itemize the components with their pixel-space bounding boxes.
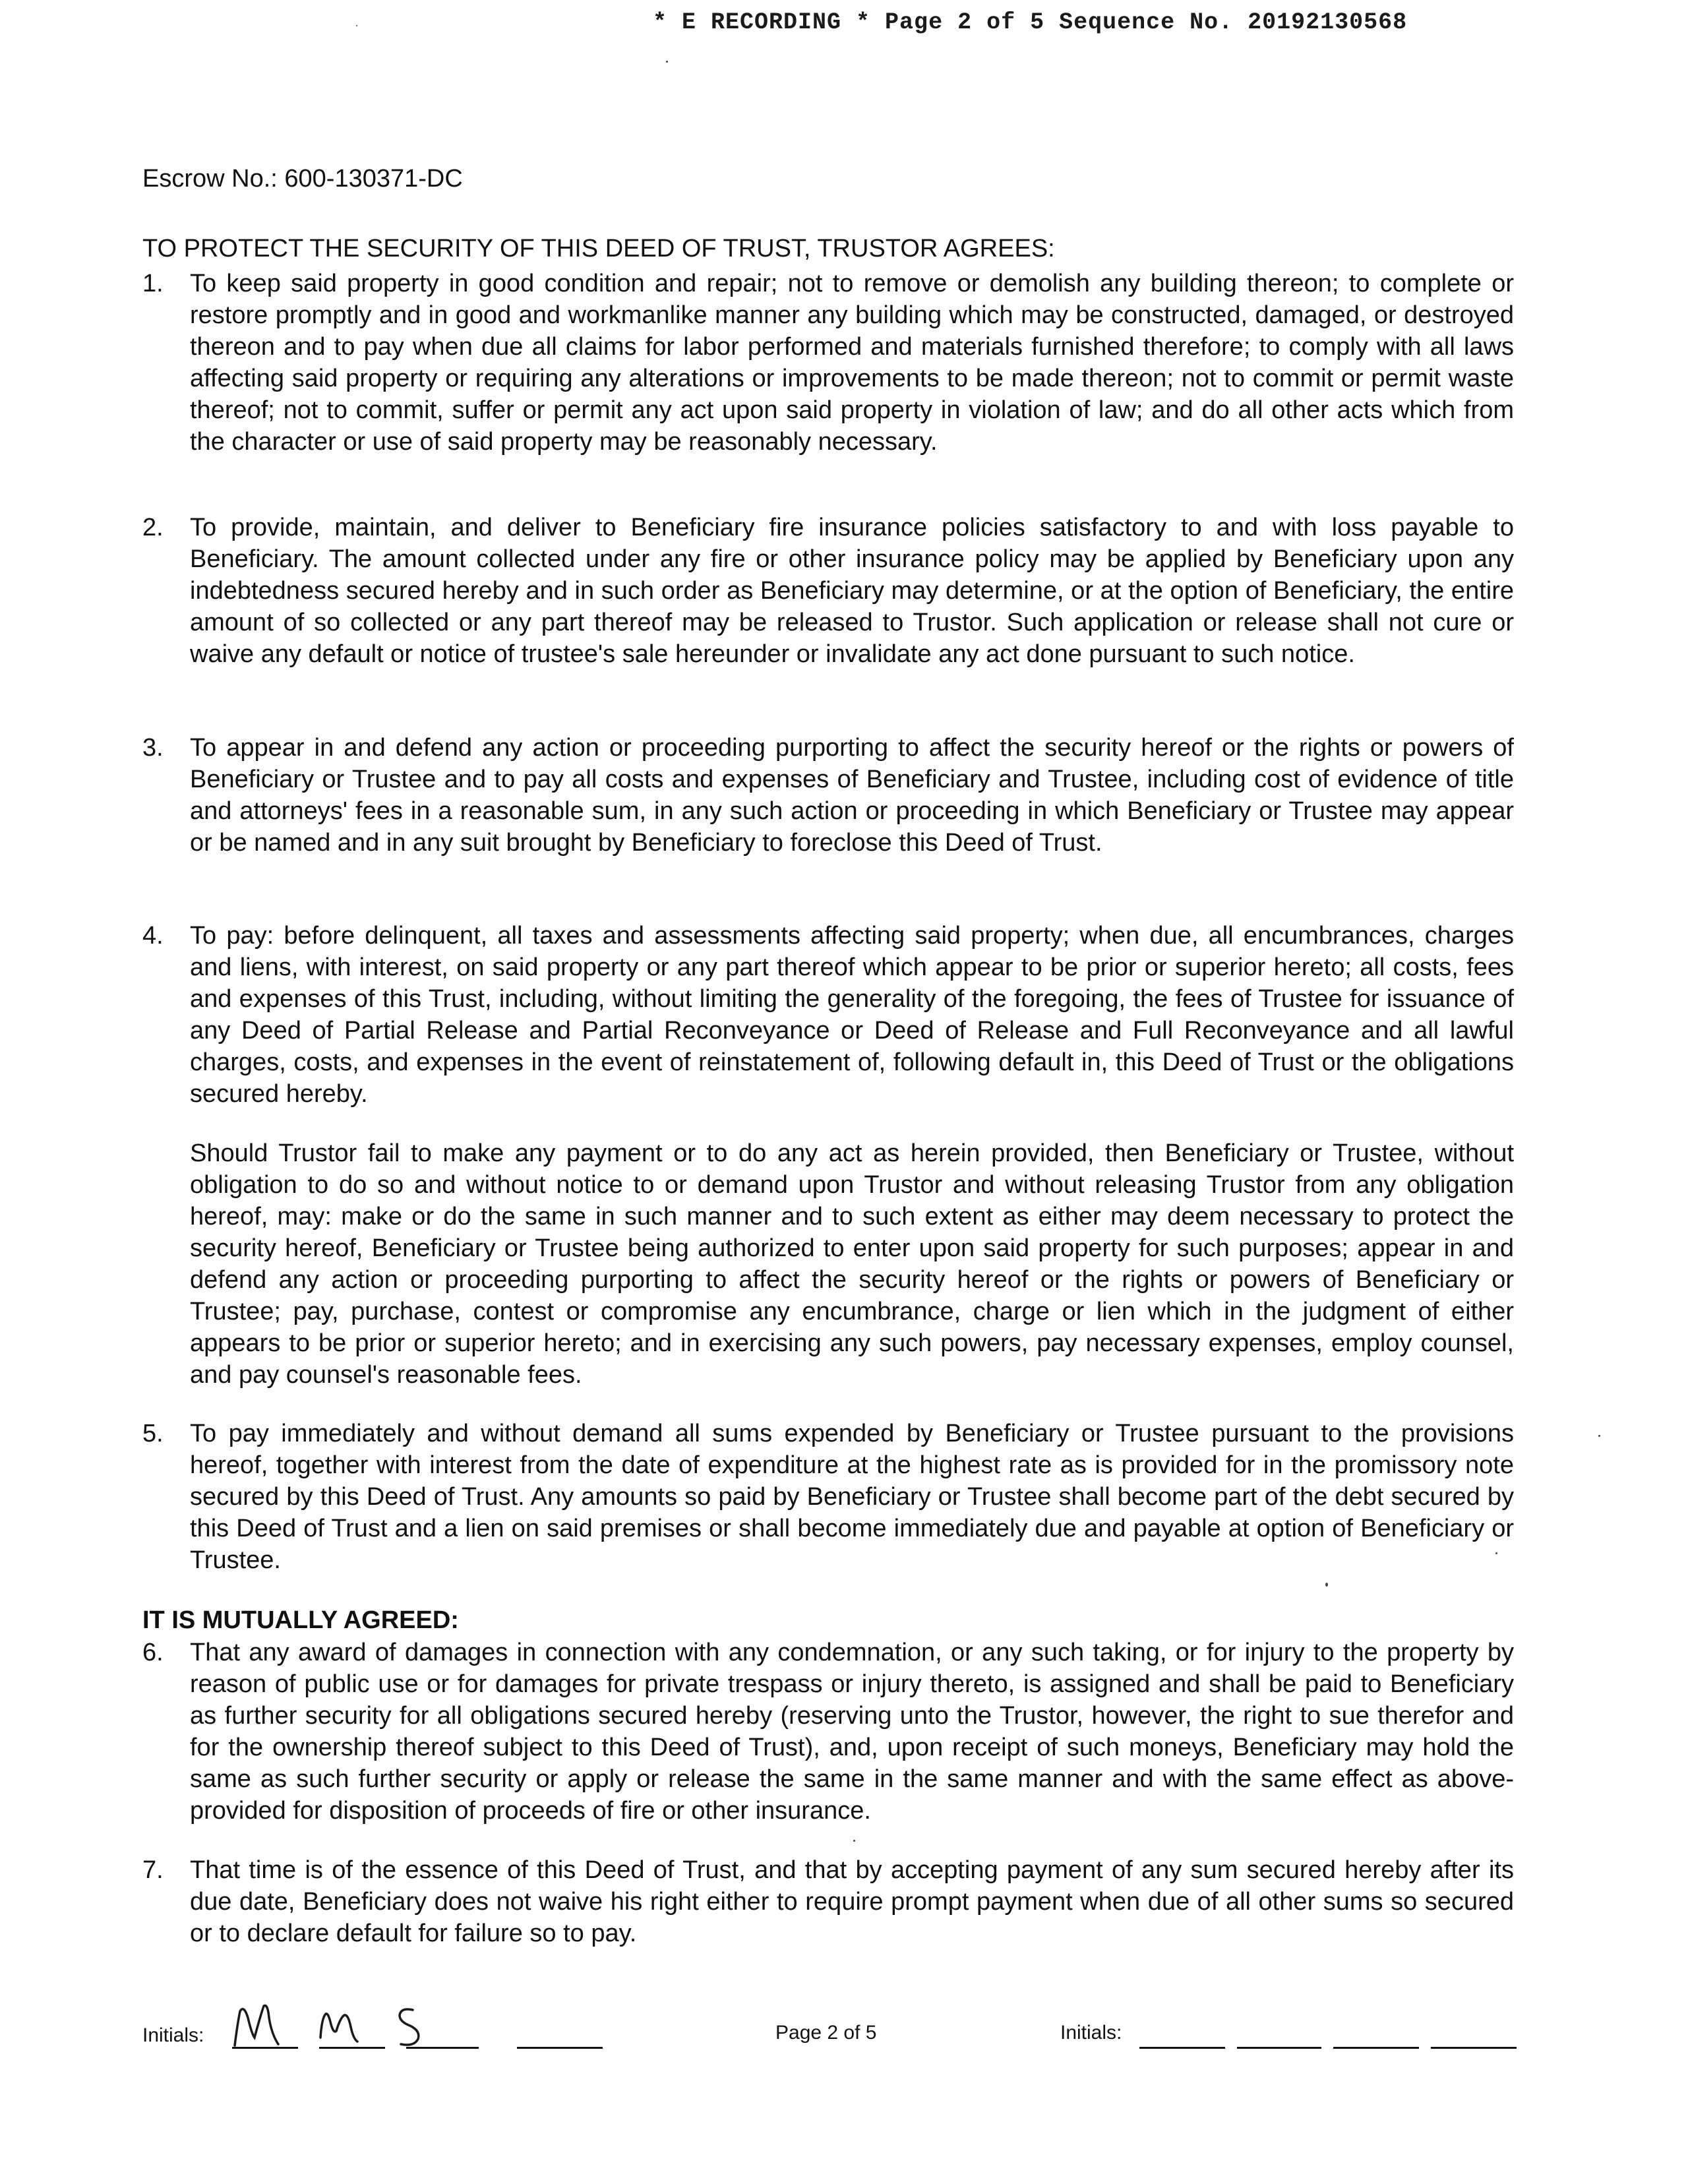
clause-text: That any award of damages in connection with any condemnation, or any such taking, or for injury to the property by reason of public use or for damages for private trespass or injury thereto, is assigned and shall be paid to Beneficiary as further security for all obligations secured hereby (reserving unto the Trustor, however, the right to sue therefor and for the ownership thereof subject to this Deed of Trust), and, upon receipt of such moneys, Beneficiary may hold the same as such further security or apply or release the same in the same manner and with the same effect as above-provided for disposition of proceeds of fire or other insurance. [190, 1639, 1514, 1825]
initials-line-5 [1139, 2047, 1225, 2049]
handwritten-initials-signature [228, 1998, 492, 2051]
section-heading-mutually-agreed: IT IS MUTUALLY AGREED: [142, 1606, 459, 1634]
recording-header: * E RECORDING * Page 2 of 5 Sequence No. 20192130568 [653, 9, 1408, 36]
initials-line-4 [517, 2047, 603, 2049]
clause-number: 2. [142, 514, 164, 541]
initials-left-label: Initials: [142, 2024, 204, 2046]
initials-right-label: Initials: [1060, 2022, 1122, 2044]
initials-line-3 [406, 2047, 479, 2049]
scan-speck [853, 1840, 855, 1842]
clause-text: That time is of the essence of this Deed of Trust, and that by accepting payment of any sum secured hereby after its due date, Beneficiary does not waive his right either to require prompt payment when due of all other sums so secured or to declare default for failure so to pay. [190, 1856, 1514, 1947]
clause-5 [142, 1418, 1514, 1576]
scan-speck [1495, 1552, 1497, 1554]
clause-text: To keep said property in good condition and repair; not to remove or demolish any building thereon; to complete or restore promptly and in good and workmanlike manner any building which may be constructed, damaged, or destroyed thereon and to pay when due all claims for labor performed and materials furnished therefore; to comply with all laws affecting said property or requiring any alterations or improvements to be made thereon; not to commit or permit waste thereof; not to commit, suffer or permit any act upon said property in violation of law; and do all other acts which from the character or use of said property may be reasonably necessary. [190, 270, 1514, 456]
clause-1 [142, 268, 1514, 458]
scan-speck [666, 61, 668, 63]
clause-text: To pay immediately and without demand all sums expended by Beneficiary or Trustee pursuant to the provisions hereof, together with interest from the date of expenditure at the highest rate as is provided for in the promissory note secured by this Deed of Trust. Any amounts so paid by Beneficiary or Trustee shall become part of the debt secured by this Deed of Trust and a lien on said premises or shall become immediately due and payable at option of Beneficiary or Trustee. [190, 1420, 1514, 1574]
clause-text: To appear in and defend any action or proceeding purporting to affect the security hereof or the rights or powers of Beneficiary or Trustee and to pay all costs and expenses of Beneficiary and Trustee, including cost of evidence of title and attorneys' fees in a reasonable sum, in any such action or proceeding in which Beneficiary or Trustee may appear or be named and in any suit brought by Beneficiary to foreclose this Deed of Trust. [190, 734, 1514, 857]
clause-number: 1. [142, 270, 164, 297]
clause-7 [142, 1854, 1514, 1949]
section-heading-trustor-agrees: TO PROTECT THE SECURITY OF THIS DEED OF TRUST, TRUSTOR AGREES: [142, 235, 1055, 262]
clause-text: To provide, maintain, and deliver to Beneficiary fire insurance policies satisfactory to and with loss payable to Beneficiary. The amount collected under any fire or other insurance policy may be applied by Beneficiary upon any indebtedness secured hereby and in such order as Beneficiary may determine, or at the option of Beneficiary, the entire amount of so collected or any part thereof may be released to Trustor. Such application or release shall not cure or waive any default or notice of trustee's sale hereunder or invalidate any act done pursuant to such notice. [190, 514, 1514, 668]
initials-line-8 [1431, 2047, 1517, 2049]
scan-speck [356, 25, 357, 26]
initials-line-6 [1237, 2047, 1321, 2049]
clause-4-continuation: Should Trustor fail to make any payment or to do any act as herein provided, then Beneficiary or Trustee, without obligation to do so and without notice to or demand upon Trustor and without releasing Trustor from any obligation hereof, may: make or do the same in such manner and to such extent as either may deem necessary to protect the security hereof, Beneficiary or Trustee being authorized to enter upon said property for such purposes; appear in and defend any action or proceeding purporting to affect the security hereof or the rights or powers of Beneficiary or Trustee; pay, purchase, contest or compromise any encumbrance, charge or lien which in the judgment of either appears to be prior or superior hereto; and in exercising any such powers, pay necessary expenses, employ counsel, and pay counsel's reasonable fees. [190, 1139, 1514, 1389]
clause-6 [142, 1637, 1514, 1827]
clause-number: 7. [142, 1856, 164, 1884]
clause-3 [142, 732, 1514, 859]
scan-speck [1325, 1583, 1328, 1587]
clause-number: 4. [142, 922, 164, 950]
scan-speck [1598, 1435, 1600, 1437]
initials-line-7 [1333, 2047, 1419, 2049]
page-number: Page 2 of 5 [775, 2022, 877, 2044]
escrow-number: Escrow No.: 600-130371-DC [142, 165, 463, 193]
clause-number: 6. [142, 1639, 164, 1666]
clause-4 [142, 920, 1514, 1110]
initials-line-2 [319, 2047, 385, 2049]
clause-number: 5. [142, 1420, 164, 1447]
page-footer [142, 1998, 1521, 2057]
clause-2 [142, 512, 1514, 670]
clause-number: 3. [142, 734, 164, 762]
clause-text: To pay: before delinquent, all taxes and assessments affecting said property; when due, all encumbrances, charges and liens, with interest, on said property or any part thereof which appear to be prior or superior hereto; all costs, fees and expenses of this Trust, including, without limiting the generality of the foregoing, the fees of Trustee for issuance of any Deed of Partial Release and Partial Reconveyance or Deed of Release and Full Reconveyance and all lawful charges, costs, and expenses in the event of reinstatement of, following default in, this Deed of Trust or the obligations secured hereby. [190, 922, 1514, 1108]
initials-line-1 [232, 2047, 298, 2049]
